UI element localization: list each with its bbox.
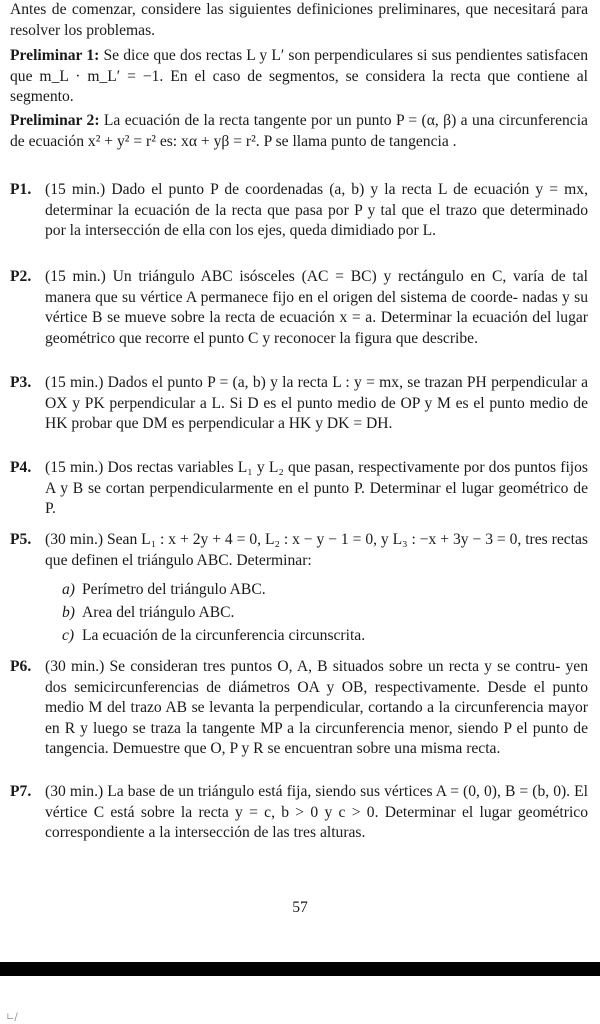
problem-2-text: (15 min.) Un triángulo ABC isósceles (AC = BC) y rectángulo en C, varía de tal manera que su vértice A permanece fijo en el origen del sistema de coorde- nadas y su vértice B se mueve sobre la recta de ecuación x = a. Determinar la ecuación del lugar geométrico que recorre el punto C y reconocer la figura que describe. — [45, 268, 588, 347]
problem-5-item-c-label: c) — [62, 627, 75, 644]
corner-mark: ∟/ — [6, 1012, 18, 1023]
problem-3 — [10, 373, 588, 435]
page-number: 57 — [292, 899, 308, 916]
black-band — [0, 962, 600, 976]
problem-7 — [10, 782, 588, 844]
problem-5-item-b-label: b) — [62, 604, 75, 621]
bottom-blank — [0, 976, 600, 1024]
problem-5-item-c-text: La ecuación de la circunferencia circunscrita. — [82, 627, 366, 644]
preliminary-1 — [10, 46, 588, 108]
problem-6-label: P6. — [10, 658, 32, 675]
problem-4-label: P4. — [10, 459, 32, 476]
preliminary-2-label: Preliminar 2: — [10, 112, 100, 129]
preliminary-2 — [10, 111, 588, 152]
problem-5-label: P5. — [10, 531, 32, 548]
problem-4 — [10, 458, 588, 520]
problem-5-item-a-text: Perímetro del triángulo ABC. — [82, 581, 266, 598]
problem-6 — [10, 657, 588, 760]
problem-2-label: P2. — [10, 268, 32, 285]
problem-5-item-b-text: Area del triángulo ABC. — [82, 604, 235, 621]
preliminary-1-text: Se dice que dos rectas L y L′ son perpendiculares si sus pendientes satisfacen que m_L · m_L′ = −1. En el caso de segmentos, se considera la recta que contiene al segmento. — [10, 47, 589, 105]
problem-1-text: (15 min.) Dado el punto P de coordenadas (a, b) y la recta L de ecuación y = mx, determinar la ecuación de la recta que pasa por P y tal que el trazo que determinado por la intersección de ella con los ejes, queda dimidiado por L. — [45, 181, 588, 239]
problem-7-text: (30 min.) La base de un triángulo está fija, siendo sus vértices A = (0, 0), B = (b, 0). El vértice C está sobre la recta y = c, b > 0 y c > 0. Determinar el lugar geométrico correspondiente a la intersección de las tres alturas. — [45, 783, 588, 841]
problem-5-item-c — [62, 626, 582, 647]
problem-5 — [10, 530, 588, 571]
problem-5-item-b — [62, 603, 582, 624]
problem-2 — [10, 267, 588, 349]
problem-1-label: P1. — [10, 181, 32, 198]
problem-5-item-a — [62, 580, 582, 601]
problem-5-text: (30 min.) Sean L₁ : x + 2y + 4 = 0, L₂ : x − y − 1 = 0, y L₃ : −x + 3y − 3 = 0, tres rectas que definen el triángulo ABC. Determinar: — [45, 531, 588, 569]
intro-paragraph: Antes de comenzar, considere las siguientes definiciones preliminares, que necesitará para resolver los problemas. — [10, 1, 588, 39]
problem-3-text: (15 min.) Dados el punto P = (a, b) y la recta L : y = mx, se trazan PH perpendicular a OX y PK perpendicular a L. Si D es el punto medio de OP y M es el punto medio de HK probar que DM es perpendicular a HK y DK = DH. — [45, 374, 588, 432]
problem-4-text: (15 min.) Dos rectas variables L₁ y L₂ que pasan, respectivamente por dos puntos fijos A y B se cortan perpendicularmente en el punto P. Determinar el lugar geométrico de P. — [45, 459, 588, 517]
problem-7-label: P7. — [10, 783, 32, 800]
preliminary-2-text: La ecuación de la recta tangente por un punto P = (α, β) a una circunferencia de ecuación x² + y² = r² es: xα + yβ = r². P se llama punto de tangencia . — [10, 112, 588, 150]
problem-6-text: (30 min.) Se consideran tres puntos O, A, B situados sobre un recta y se contru- yen dos semicircunferencias de diámetros OA y OB, respectivamente. Desde el punto medio M del trazo AB se levanta la perpendicular, cortando a la circunferencia mayor en R y luego se traza la tangente MP a la circunferencia menor, siendo P el punto de tangencia. Demuestre que O, P y R se encuentran sobre una misma recta. — [45, 658, 588, 757]
problem-1 — [10, 180, 588, 242]
problem-5-item-a-label: a) — [62, 581, 75, 598]
problem-3-label: P3. — [10, 374, 32, 391]
preliminary-1-label: Preliminar 1: — [10, 47, 100, 64]
